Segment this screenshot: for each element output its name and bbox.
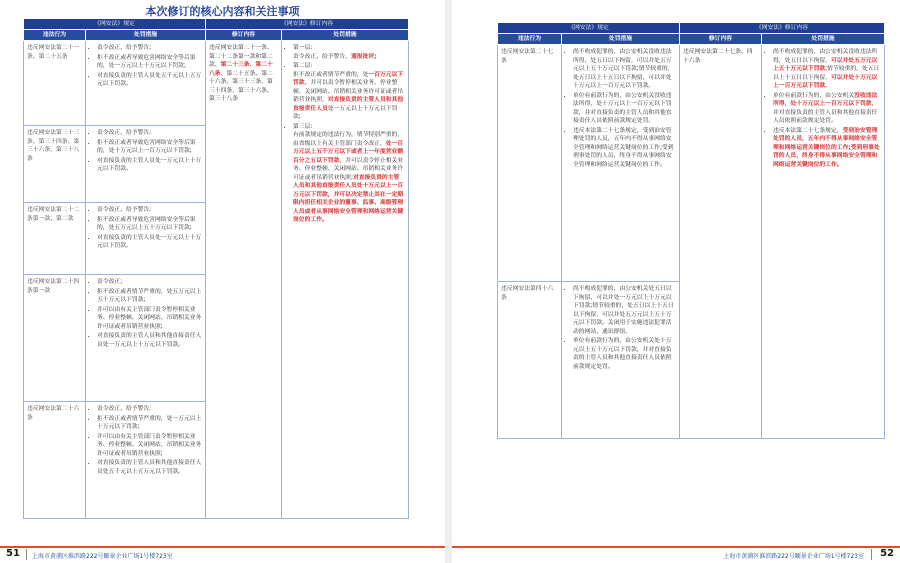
header-old-law: 《网安法》规定: [498, 23, 680, 34]
list-item: • 单位有前款行为的，由公安机关没收违法所得，处十万元以上一百万元以下罚款，并对直接负责的主管人员和其他直接责任人员依照前款规定处罚。: [773, 92, 881, 126]
footer-rule-right: [452, 546, 900, 548]
list-item: • 第一层: 责令改正、给予警告，通报批评;: [293, 44, 405, 61]
violation-cell: 违反网安法第四十六条: [498, 282, 562, 439]
page-number-right: 52: [880, 548, 894, 559]
list-item: • 责令改正、给予警告;: [97, 405, 202, 414]
revision-cell: 违反网安法第二十七条、四十六条: [680, 45, 762, 439]
list-item: • 第三层: 有前款规定的违法行为，情节特别严重的，由省级以上有关主管部门责令改正，处一百万元以上五千万元以下或者上一年度营业额百分之五以下罚款，并可以责令停止相关业务、停业整顿、关闭网站、吊销相关业务许可证或者吊销营业执照;对直接负责的主管人员和其他直接责任人员处十万元以上一百万元以下罚款，并可以决定禁止其在一定期限内担任相关企业的董事、监事、高级管理人员或者从事网络安全管理和网络运营关键岗位的工作。: [293, 123, 405, 225]
penalty-cell: [86, 203, 206, 275]
violation-cell: 违反网安法第二十一条、第二十五条: [24, 41, 86, 126]
col-revision: 修订内容: [680, 34, 762, 45]
footer-address-left: 上海市黄浦区淮滨路222号颐景企业广场1号楼723室: [32, 553, 173, 560]
table-row: [24, 41, 409, 126]
col-penalty-new: 处罚措施: [762, 34, 885, 45]
penalty-cell: [86, 402, 206, 519]
right-page: [452, 0, 900, 563]
new-penalty-cell: [282, 41, 409, 519]
penalty-cell: [562, 45, 680, 282]
col-revision: 修订内容: [206, 30, 282, 41]
left-page: [0, 0, 445, 563]
list-item: • 单位有前款行为的，由公安机关处十万元以上五十万元以下罚款，并对直接负责的主管人员和其他直接责任人员依照前款规定处罚。: [573, 337, 676, 371]
new-penalty-cell: [762, 45, 885, 439]
list-item: • 尚不构成犯罪的，由公安机关没收违法所得，处五日以下拘留，可以并处五万元以上五十万元以下罚款;情节较重的，处五日以上十五日以下拘留，可以并处十万元以上一百万元以下罚款。: [573, 48, 676, 91]
penalty-cell: [86, 275, 206, 402]
revision-cell: 违反网安法第二十一条、第二十二条第一款和第二款、第二十三条、第二十八条、第二十五条、第二十六条、第三十三条、第三十四条、第三十六条、第三十八条: [206, 41, 282, 519]
col-penalty: 处罚措施: [562, 34, 680, 45]
footer-separator: [871, 549, 872, 560]
col-penalty: 处罚措施: [86, 30, 206, 41]
list-item: • 拒不改正或者导致危害网络安全等后果的，处一万元以上十万元以下罚款;: [97, 54, 202, 71]
list-item: • 尚不构成犯罪的，由公安机关处五日以下拘留，可以并处一万元以上十万元以下罚款;情节较重的，处五日以上十五日以下拘留，可以并处五万元以上五十万元以下罚款。关闭用于实施违法犯罪活动的网站、通讯群组。: [573, 285, 676, 336]
col-penalty-new: 处罚措施: [282, 30, 409, 41]
violation-cell: 违反网安法第二十六条: [24, 402, 86, 519]
list-item: • 责令改正、给予警告;: [97, 44, 202, 53]
violation-cell: 违反网安法第二十二条第一款、第二款: [24, 203, 86, 275]
list-item: • 对直接负责的主管人员处一万元以上十万元以下罚款。: [97, 234, 202, 251]
list-item: • 拒不改正或者情节严重的，处五万元以上五十万元以下罚款;: [97, 288, 202, 305]
page-title: 本次修订的核心内容和关注事项: [145, 5, 300, 18]
list-item: • 责令改正、给予警告;: [97, 129, 202, 138]
list-item: • 违反本法第二十七条规定，受到治安管理处罚的人员，五年内不得从事网络安全管理和网络运营关键岗位的工作;受到刑事处罚的人员，终身不得从事网络安全管理和网络运营关键岗位的工作。: [773, 127, 881, 170]
header-new-law: 《网安法》修订内容: [680, 23, 885, 34]
violation-cell: 违反网安法第三十三条、第三十四条、第三十六条、第三十八条: [24, 126, 86, 203]
penalty-cell: [86, 41, 206, 126]
penalty-cell: [86, 126, 206, 203]
list-item: • 并可以由有关主管部门责令暂停相关业务、停业整顿、关闭网站、吊销相关业务许可证或者吊销营业执照;: [97, 433, 202, 459]
list-item: • 责令改正、给予警告;: [97, 206, 202, 215]
footer-separator: [26, 549, 27, 560]
list-item: • 拒不改正或者导致危害网络安全等后果的，处五万元以上五十万元以下罚款;: [97, 216, 202, 233]
list-item: • 尚不构成犯罪的，由公安机关没收违法所得，处五日以下拘留，可以并处五万元以上五十万元以下罚款;情节较重的，处五日以上十五日以下拘留，可以并处十万元以上一百万元以下罚款。: [773, 48, 881, 91]
penalty-comparison-table-left: [23, 18, 409, 519]
list-item: • 并可以由有关主管部门责令暂停相关业务、停业整顿、关闭网站、吊销相关业务许可证或者吊销营业执照;: [97, 306, 202, 332]
footer-rule-left: [0, 546, 445, 548]
list-item: • 违反本法第二十七条规定，受到治安管理处罚的人员，五年内不得从事网络安全管理和网络运营关键岗位的工作;受到刑事处罚的人员，终身不得从事网络安全管理和网络运营关键岗位的工作。: [573, 127, 676, 170]
footer-address-right: 上海市黄浦区淮滨路222号颐景企业广场1号楼723室: [723, 553, 864, 560]
list-item: • 对直接负责的主管人员处一万元以上十万元以下罚款。: [97, 157, 202, 174]
list-item: • 对直接负责的主管人员和其他直接责任人员处一万元以上十万元以下罚款。: [97, 332, 202, 349]
list-item: • 对直接负责的主管人员和其他直接责任人员处五千元以上五万元以下罚款。: [97, 459, 202, 476]
page-number-left: 51: [6, 548, 20, 559]
header-new-law: 《网安法》修订内容: [206, 19, 409, 30]
list-item: • 拒不改正或者情节严重的，处一万元以上十万元以下罚款;: [97, 415, 202, 432]
violation-cell: 违反网安法第二十七条: [498, 45, 562, 282]
list-item: • 责令改正;: [97, 278, 202, 287]
penalty-cell: [562, 282, 680, 439]
col-violation: 违法行为: [24, 30, 86, 41]
list-item: • 单位有前款行为的，由公安机关没收违法所得，处十万元以上一百万元以下罚款，并对直接负责的主管人员和其他直接责任人员依照前款规定处罚。: [573, 92, 676, 126]
penalty-comparison-table-right: [497, 22, 885, 439]
col-violation: 违法行为: [498, 34, 562, 45]
violation-cell: 违反网安法第二十四条第一款: [24, 275, 86, 402]
list-item: • 对直接负责的主管人员处五千元以上五万元以下罚款。: [97, 72, 202, 89]
list-item: • 第二层: 拒不改正或者情节严重的，处一百万元以下罚款，并可以责令暂停相关业务、停业整顿、关闭网站、吊销相关业务许可证或者吊销营业执照，对直接负责的主管人员和其他直接责任人员处一万元以上十万元以下罚款;: [293, 62, 405, 122]
list-item: • 拒不改正或者导致危害网络安全等后果的，处十万元以上一百万元以下罚款;: [97, 139, 202, 156]
table-row: [498, 45, 885, 282]
header-old-law: 《网安法》规定: [24, 19, 206, 30]
